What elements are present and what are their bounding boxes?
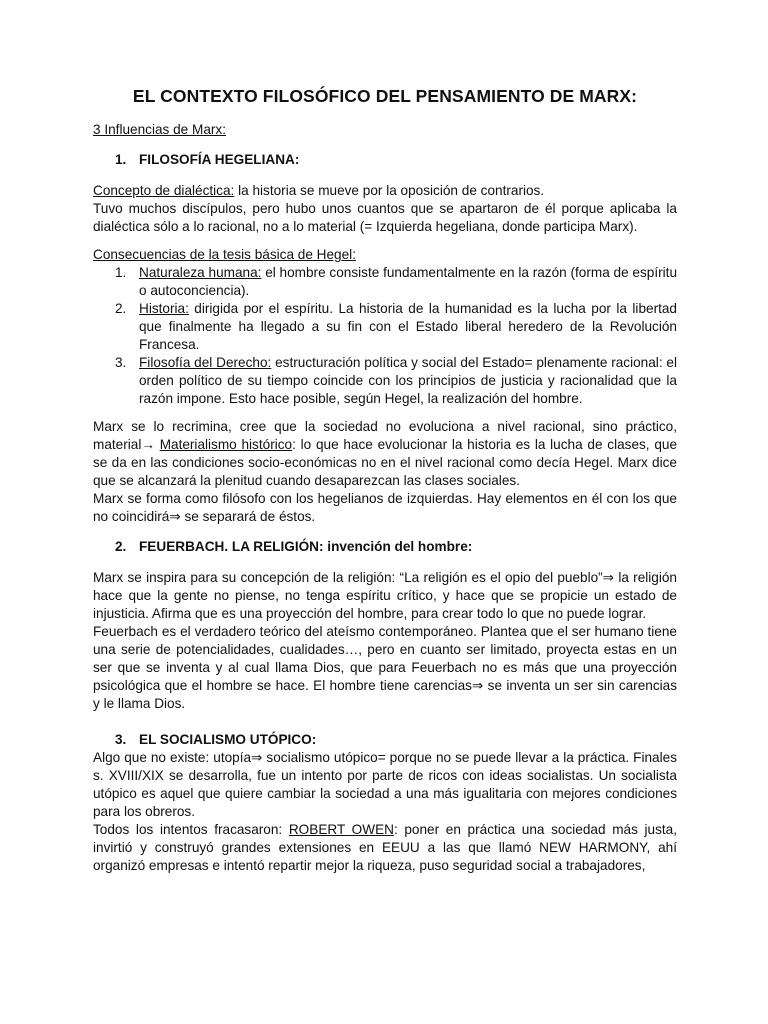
utopian-body — [93, 749, 677, 875]
list-item — [93, 264, 677, 300]
section-heading-hegel — [93, 151, 677, 169]
list-item — [93, 300, 677, 354]
consequences-heading: Consecuencias de la tesis básica de Hegel: — [93, 247, 356, 262]
list-number: 3. — [115, 355, 127, 370]
disciples-paragraph: Tuvo muchos discípulos, pero hubo unos cuantos que se apartaron de él porque aplicaba la dialéctica sólo a lo racional, no a lo material (= Izquierda hegeliana, donde participa Marx). — [93, 201, 677, 234]
utopia-paragraph: Algo que no existe: utopía⇒ socialismo utópico= porque no se puede llevar a la práctica. Finales s. XVIII/XIX se desarrolla, fue un intento por parte de ricos con ideas socialistas. Un socialista utópico es aquel que quiere cambiar la sociedad a una más igualitaria con mejores condiciones para los obreros. — [93, 750, 677, 819]
marx-critique — [93, 418, 677, 526]
term-text: dirigida por el espíritu. La historia de la humanidad es la lucha por la libertad que finalmente ha llegado a su fin con el Estado liberal heredero de la Revolución Francesa. — [139, 301, 677, 352]
section-title: FEUERBACH. LA RELIGIÓN: invención del hombre: — [139, 539, 473, 554]
paragraph-text: Marx se lo recrimina, cree que la sociedad no evoluciona a nivel racional, sino práctico, material→ — [93, 419, 677, 452]
list-text — [139, 264, 677, 300]
section-number: 2. — [115, 539, 127, 554]
term-label: Concepto de dialéctica: — [93, 183, 235, 198]
term-label: ROBERT OWEN — [288, 822, 394, 837]
materialism-paragraph — [93, 418, 677, 490]
list-text — [139, 354, 677, 408]
feuerbach-body — [93, 569, 677, 713]
influences-subtitle: 3 Influencias de Marx: — [93, 122, 226, 137]
paragraph-text: : lo que hace evolucionar la historia es la lucha de clases, que se da en las condiciones socio-económicas no en el nivel racional como decía Hegel. Marx dice que se alcanzará la plenitud cuando desaparezcan las clases sociales. — [93, 437, 677, 488]
section-heading-utopian — [93, 731, 677, 749]
young-hegelians-paragraph: Marx se forma como filósofo con los hegelianos de izquierdas. Hay elementos en él con los que no coincidirá⇒ se separará de éstos. — [93, 491, 677, 524]
term-label: Filosofía del Derecho: — [139, 355, 272, 370]
term-text: la historia se mueve por la oposición de contrarios. — [234, 183, 545, 198]
paragraph-text: Todos los intentos fracasaron: — [93, 822, 289, 837]
religion-paragraph: Marx se inspira para su concepción de la religión: “La religión es el opio del pueblo”⇒ la religión hace que la gente no piense, no tenga espíritu crítico, y hace que se propicie un estado de injusticia. Afirma que es una proyección del hombre, para crear todo lo que no puede lograr. — [93, 570, 677, 621]
term-label: Naturaleza humana: — [139, 265, 262, 280]
term-label: Historia: — [139, 301, 189, 316]
term-text: estructuración política y social del Estado= plenamente racional: el orden político de su tiempo coincide con los principios de justicia y racionalidad que la razón impone. Esto hace posible, según Hegel, la realización del hombre. — [139, 355, 677, 406]
section-heading-feuerbach — [93, 538, 677, 556]
paragraph-text: : poner en práctica una sociedad más justa, invirtió y construyó grandes extensiones en EEUU a las que llamó NEW HARMONY, ahí organizó empresas e intentó repartir mejor la riqueza, puso seguridad social a trabajadores, — [93, 822, 678, 873]
document-title: EL CONTEXTO FILOSÓFICO DEL PENSAMIENTO DE MARX: — [132, 86, 638, 106]
section-number: 3. — [115, 732, 127, 747]
section-title: EL SOCIALISMO UTÓPICO: — [139, 732, 317, 747]
term-text: el hombre consiste fundamentalmente en la razón (forma de espíritu o autoconciencia). — [139, 265, 678, 298]
list-item — [93, 354, 677, 408]
term-label: Materialismo histórico — [159, 437, 293, 452]
list-text — [139, 300, 677, 354]
hegel-intro — [93, 182, 677, 236]
section-number: 1. — [115, 152, 127, 167]
consequences-list — [93, 264, 677, 408]
owen-paragraph — [93, 821, 677, 875]
list-number: 1. — [115, 265, 127, 280]
atheism-paragraph: Feuerbach es el verdadero teórico del ateísmo contemporáneo. Plantea que el ser humano tiene una serie de potencialidades, cualidades…, pero en cuanto ser limitado, proyecta estas en un ser que se inventa y al cual llama Dios, que para Feuerbach no es más que una proyección psicológica que el hombre se hace. El hombre tiene carencias⇒ se inventa un ser sin carencias y le llama Dios. — [93, 624, 677, 711]
dialectic-paragraph — [93, 182, 677, 200]
list-number: 2. — [115, 301, 127, 316]
section-title: FILOSOFÍA HEGELIANA: — [139, 152, 300, 167]
